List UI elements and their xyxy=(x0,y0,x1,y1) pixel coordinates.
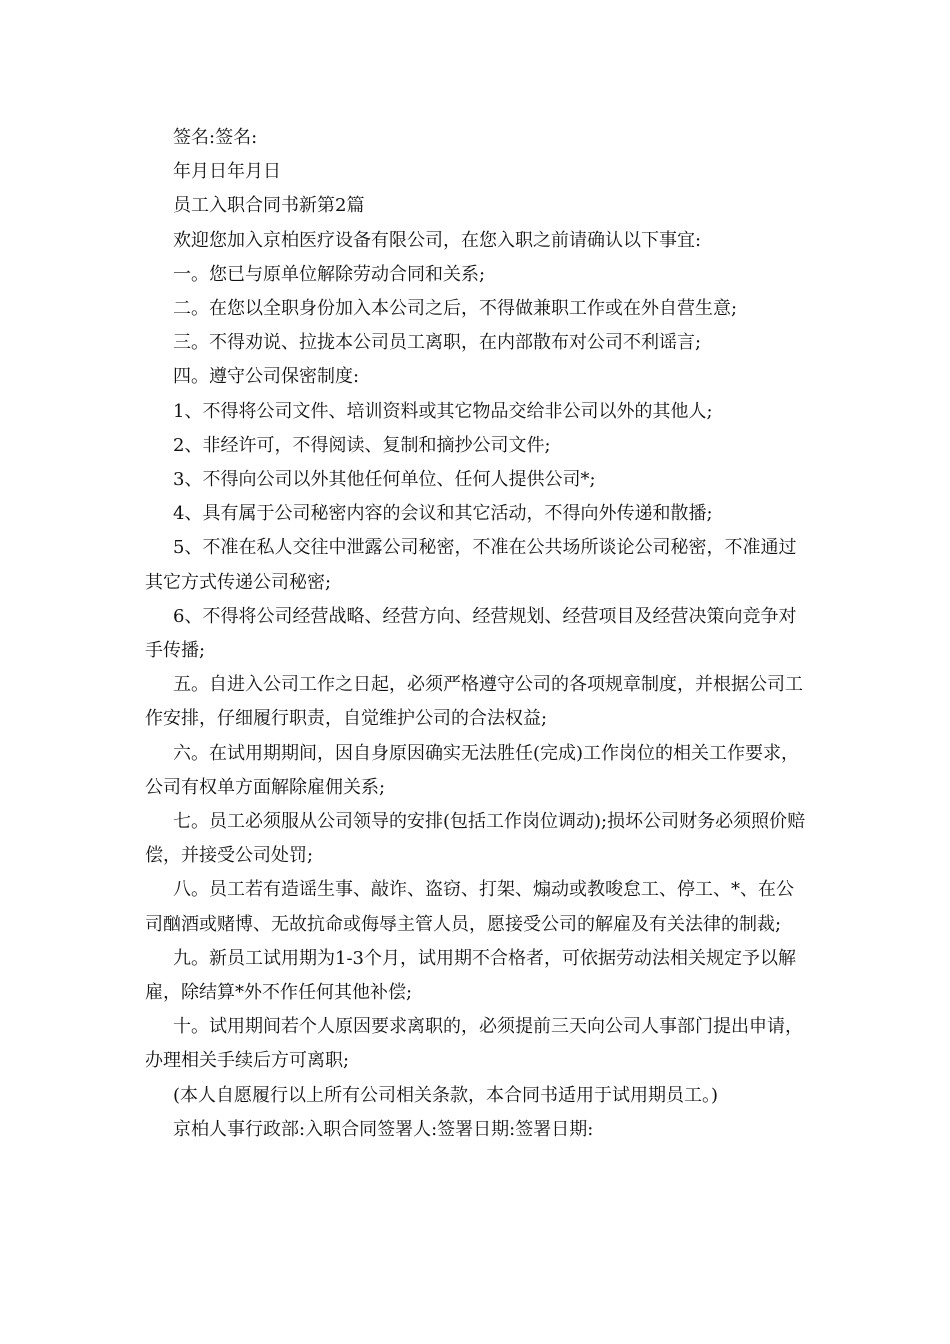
clause-5: 五。自进入公司工作之日起，必须严格遵守公司的各项规章制度，并根据公司工作安排，仔细履行职责，自觉维护公司的合法权益; xyxy=(145,674,803,730)
document-body xyxy=(145,121,810,1147)
clause-3: 三。不得劝说、拉拢本公司员工离职，在内部散布对公司不利谣言; xyxy=(173,332,702,354)
clause-1: 一。您已与原单位解除劳动合同和关系; xyxy=(173,263,486,285)
clause-4-item-2: 2、非经许可，不得阅读、复制和摘抄公司文件; xyxy=(173,434,551,456)
clause-9: 九。新员工试用期为1-3个月，试用期不合格者，可依据劳动法相关规定予以解雇，除结算*外不作任何其他补偿; xyxy=(145,947,796,1004)
clause-8: 八。员工若有造谣生事、敲诈、盗窃、打架、煽动或教唆怠工、停工、*、在公司酗酒或赌博、无故抗命或侮辱主管人员，愿接受公司的解雇及有关法律的制裁; xyxy=(145,879,794,935)
clause-4-item-6: 6、不得将公司经营战略、经营方向、经营规划、经营项目及经营决策向竞争对手传播; xyxy=(145,605,797,662)
clause-4: 四。遵守公司保密制度: xyxy=(173,366,360,388)
clause-6: 六。在试用期期间，因自身原因确实无法胜任(完成)工作岗位的相关工作要求，公司有权单方面解除雇佣关系; xyxy=(145,742,800,798)
intro-paragraph: 欢迎您加入京柏医疗设备有限公司，在您入职之前请确认以下事宜: xyxy=(173,229,702,251)
clause-4-item-4: 4、具有属于公司秘密内容的会议和其它活动，不得向外传递和散播; xyxy=(173,503,713,525)
declaration-note: (本人自愿履行以上所有公司相关条款，本合同书适用于试用期员工。) xyxy=(173,1084,719,1106)
signature-line: 签名:签名: xyxy=(173,127,258,148)
clause-7: 七。员工必须服从公司领导的安排(包括工作岗位调动);损坏公司财务必须照价赔偿，并接受公司处罚; xyxy=(145,811,806,867)
date-line: 年月日年月日 xyxy=(173,161,281,183)
clause-4-item-3: 3、不得向公司以外其他任何单位、任何人提供公司*; xyxy=(173,469,596,491)
clause-4-item-5: 5、不准在私人交往中泄露公司秘密，不准在公共场所谈论公司秘密，不准通过其它方式传递公司秘密; xyxy=(145,537,797,593)
section-title: 员工入职合同书新第2篇 xyxy=(173,195,365,217)
clause-4-item-1: 1、不得将公司文件、培训资料或其它物品交给非公司以外的其他人; xyxy=(173,400,713,422)
clause-10: 十。试用期间若个人原因要求离职的，必须提前三天向公司人事部门提出申请，办理相关手续后方可离职; xyxy=(145,1016,803,1072)
clause-2: 二。在您以全职身份加入本公司之后，不得做兼职工作或在外自营生意; xyxy=(173,298,738,320)
signatory-line: 京柏人事行政部:入职合同签署人:签署日期:签署日期: xyxy=(173,1118,594,1140)
